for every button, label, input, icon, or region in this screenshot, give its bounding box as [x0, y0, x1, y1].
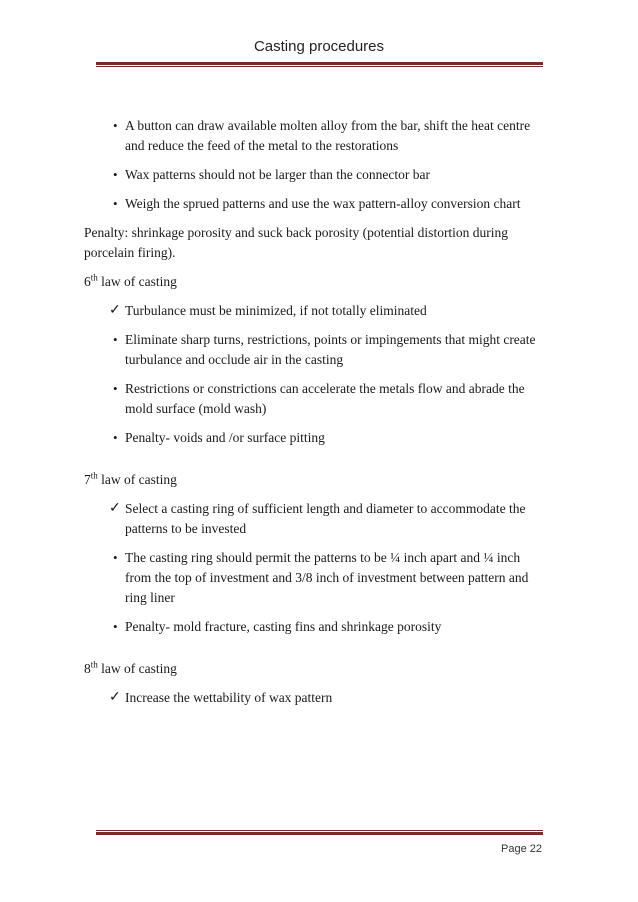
section-heading-6th-law: 6th law of casting	[84, 272, 177, 289]
penalty-paragraph: Penalty: shrinkage porosity and suck back porosity (potential distortion during porcelain firing).	[84, 225, 509, 260]
list-item-text: Restrictions or constrictions can accelerate the metals flow and abrade the mold surface (mold wash)	[125, 381, 525, 416]
list-item	[84, 548, 546, 608]
header-rule	[96, 62, 543, 67]
list-item-text: Penalty- mold fracture, casting fins and shrinkage porosity	[125, 619, 442, 634]
list-item-text: Select a casting ring of sufficient length and diameter to accommodate the patterns to be invested	[125, 501, 526, 536]
section-heading-8th-law: 8th law of casting	[84, 659, 177, 676]
list-item	[84, 379, 546, 419]
bullet-icon: •	[113, 118, 118, 133]
checkmark-icon: ✓	[109, 501, 121, 516]
header-rule-thick	[96, 62, 543, 65]
list-item	[84, 116, 546, 156]
list-item-text: Eliminate sharp turns, restrictions, points or impingements that might create turbulance and occlude air in the casting	[125, 332, 536, 367]
bullet-icon: •	[113, 196, 118, 211]
list-item-text: A button can draw available molten alloy from the bar, shift the heat centre and reduce the feed of the metal to the restorations	[125, 118, 531, 153]
checkmark-icon: ✓	[109, 303, 121, 318]
spacer	[84, 646, 546, 659]
page-number: Page 22	[501, 843, 542, 855]
list-item-text: The casting ring should permit the patterns to be ¼ inch apart and ¼ inch from the top of investment and 3/8 inch of investment between pattern and ring liner	[125, 550, 529, 605]
list-item-text: Wax patterns should not be larger than the connector bar	[125, 167, 430, 182]
spacer	[84, 457, 546, 470]
footer-rule	[96, 830, 543, 835]
page-header-title: Casting procedures	[253, 38, 385, 55]
list-item-text: Penalty- voids and /or surface pitting	[125, 430, 325, 445]
list-item	[84, 165, 546, 185]
footer-rule-thin	[96, 830, 543, 831]
bullet-icon: •	[113, 430, 118, 445]
list-item	[84, 301, 546, 321]
footer-rule-thick	[96, 832, 543, 835]
list-item	[84, 194, 546, 214]
bullet-icon: •	[113, 381, 118, 396]
bullet-icon: •	[113, 167, 118, 182]
header-rule-thin	[96, 66, 543, 67]
checkmark-icon: ✓	[109, 690, 121, 705]
bullet-icon: •	[113, 550, 118, 565]
list-item	[84, 617, 546, 637]
document-body	[84, 116, 546, 717]
list-item-text: Increase the wettability of wax pattern	[125, 690, 333, 705]
list-item	[84, 428, 546, 448]
bullet-icon: •	[113, 619, 118, 634]
list-item	[84, 688, 546, 708]
list-item	[84, 330, 546, 370]
list-item	[84, 499, 546, 539]
list-item-text: Weigh the sprued patterns and use the wax pattern-alloy conversion chart	[125, 196, 521, 211]
section-heading-7th-law: 7th law of casting	[84, 470, 177, 487]
bullet-icon: •	[113, 332, 118, 347]
list-item-text: Turbulance must be minimized, if not totally eliminated	[125, 303, 427, 318]
